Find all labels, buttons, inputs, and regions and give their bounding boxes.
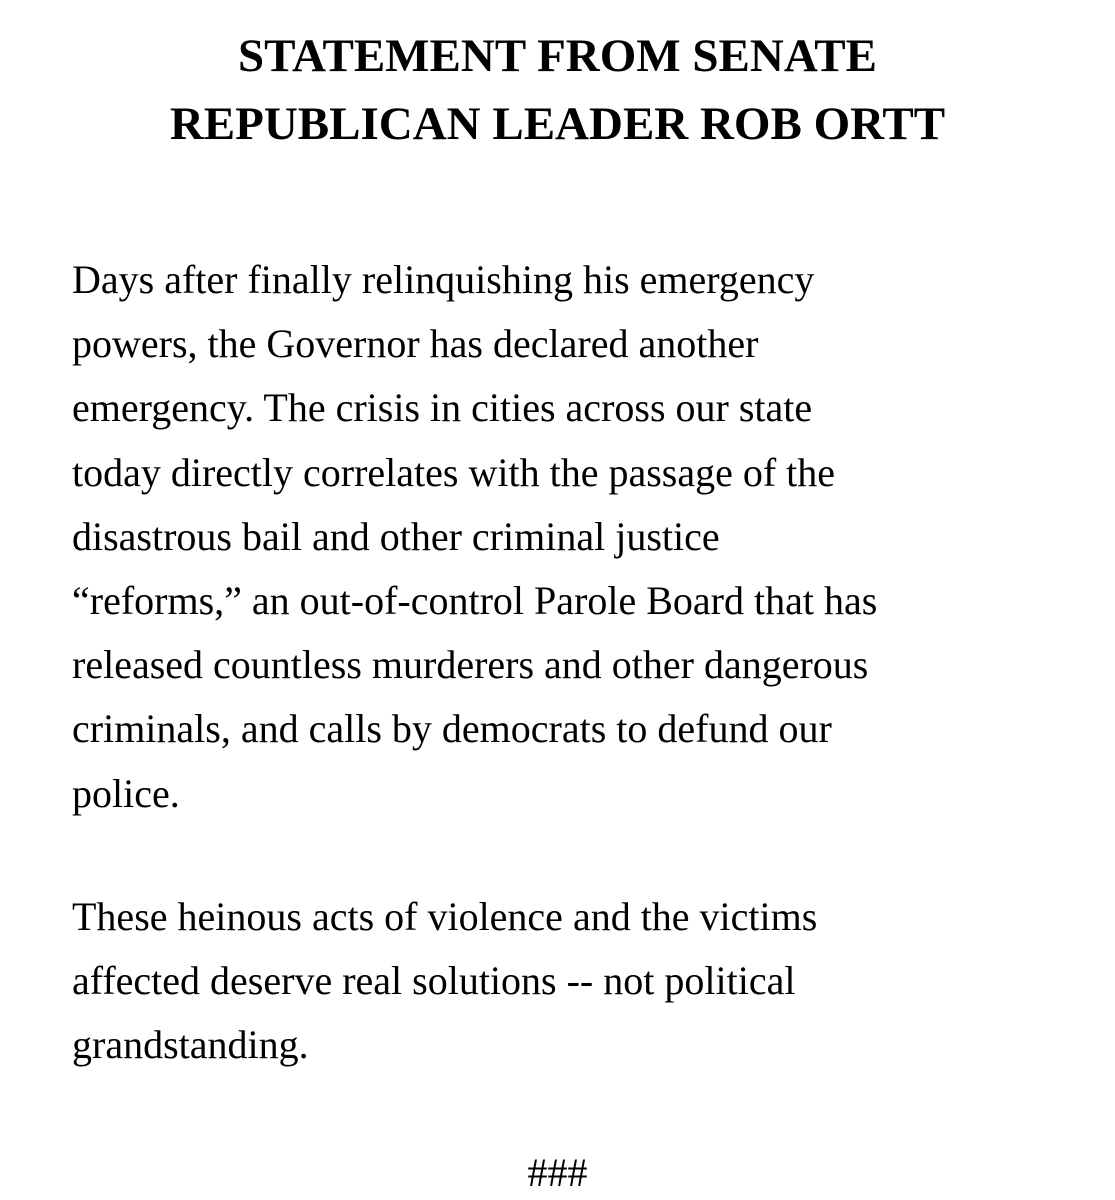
paragraph-line: Days after finally relinquishing his emergency — [72, 257, 815, 302]
paragraph-line: today directly correlates with the passage of the — [72, 449, 836, 495]
paragraph-line: police. — [72, 770, 180, 816]
paragraph-line: grandstanding. — [72, 1022, 309, 1068]
paragraph-line: disastrous bail and other criminal justice — [72, 513, 720, 559]
paragraph-line: emergency. The crisis in cities across our state — [72, 385, 813, 431]
title-line-1: STATEMENT FROM SENATE — [238, 30, 877, 82]
paragraph-line: powers, the Governor has declared another — [72, 321, 759, 367]
statement-paragraph-1 — [72, 248, 1072, 826]
paragraph-line: affected deserve real solutions -- not political — [72, 958, 796, 1004]
statement-title — [0, 22, 1115, 158]
title-line-2: REPUBLICAN LEADER ROB ORTT — [169, 98, 946, 150]
paragraph-line: These heinous acts of violence and the victims — [72, 894, 818, 939]
paragraph-line: “reforms,” an out-of-control Parole Board that has — [72, 578, 878, 624]
end-of-release-mark: ### — [527, 1150, 588, 1195]
paragraph-line: released countless murderers and other dangerous — [72, 642, 869, 688]
paragraph-line: criminals, and calls by democrats to defund our — [72, 706, 832, 752]
statement-paragraph-2 — [72, 885, 1072, 1078]
